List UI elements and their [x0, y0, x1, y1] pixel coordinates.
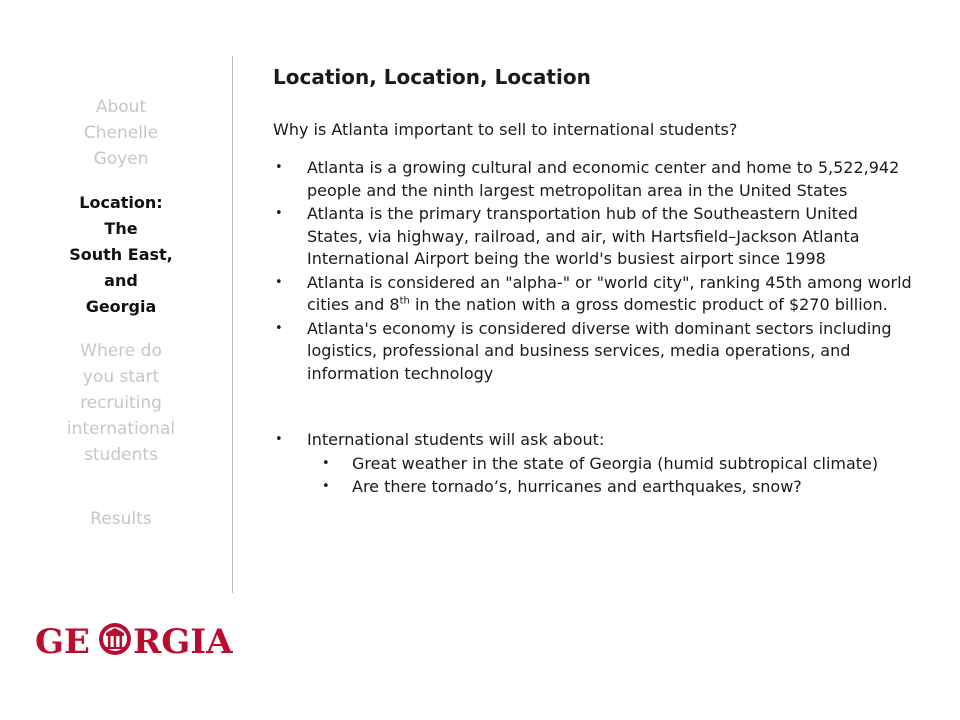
georgia-logo	[35, 620, 235, 658]
list-item: • Atlanta is a growing cultural and economic center and home to 5,522,942 people and the ninth largest metropolitan area in the United States	[273, 157, 913, 202]
list-item: • Atlanta's economy is considered diverse with dominant sectors including logistics, professional and business services, media operations, and information technology	[273, 318, 913, 386]
nav-item-line: Location:	[79, 193, 163, 212]
nav-item-line: Results	[90, 509, 152, 529]
svg-text:RGIA: RGIA	[133, 622, 233, 658]
nav-item-line: students	[84, 445, 158, 465]
main-content	[273, 62, 913, 500]
vertical-divider	[232, 56, 233, 593]
page-title: Location, Location, Location	[273, 65, 591, 89]
nav-item-line: The	[104, 219, 138, 238]
nav-item-line: Goyen	[93, 149, 149, 169]
sub-bullet-list	[307, 453, 913, 499]
nav-item-line: and	[104, 271, 138, 290]
nav-item-line: Georgia	[85, 297, 157, 316]
arch-icon	[99, 623, 131, 655]
georgia-wordmark-icon	[35, 620, 235, 658]
nav-item-about[interactable]	[52, 94, 190, 172]
list-item	[273, 429, 913, 499]
ordinal-suffix: th	[399, 295, 410, 307]
nav-item-line: recruiting	[80, 393, 162, 413]
nav-item-line: you start	[82, 367, 160, 387]
svg-text:GE: GE	[35, 622, 90, 658]
bullet-list	[273, 157, 913, 499]
sub-list-item: • Are there tornado’s, hurricanes and earthquakes, snow?	[307, 476, 913, 499]
list-item: • Atlanta is the primary transportation hub of the Southeastern United States, via highway, railroad, and air, with Hartsfield–Jackson Atlanta International Airport being the world's busiest airport since 1998	[273, 203, 913, 271]
sidebar-nav	[52, 94, 190, 532]
bullet-text: Atlanta is considered an "alpha-" or "world city", ranking 45th among world cities and 8	[307, 272, 912, 314]
questions-lead: International students will ask about:	[307, 430, 605, 449]
bullet-text: in the nation with a gross domestic product of $270 billion.	[409, 295, 888, 314]
nav-item-line: About	[95, 97, 147, 117]
nav-item-line: international	[66, 419, 176, 439]
nav-item-line: Chenelle	[83, 123, 159, 143]
nav-item-line: South East,	[69, 245, 173, 264]
nav-item-results[interactable]	[52, 506, 190, 532]
nav-item-line: Where do	[80, 341, 162, 361]
list-item	[273, 272, 913, 317]
intro-question: Why is Atlanta important to sell to international students?	[273, 120, 738, 139]
nav-item-recruiting[interactable]	[52, 338, 190, 468]
nav-item-location[interactable]	[52, 190, 190, 320]
sub-list-item: • Great weather in the state of Georgia (humid subtropical climate)	[307, 453, 913, 476]
